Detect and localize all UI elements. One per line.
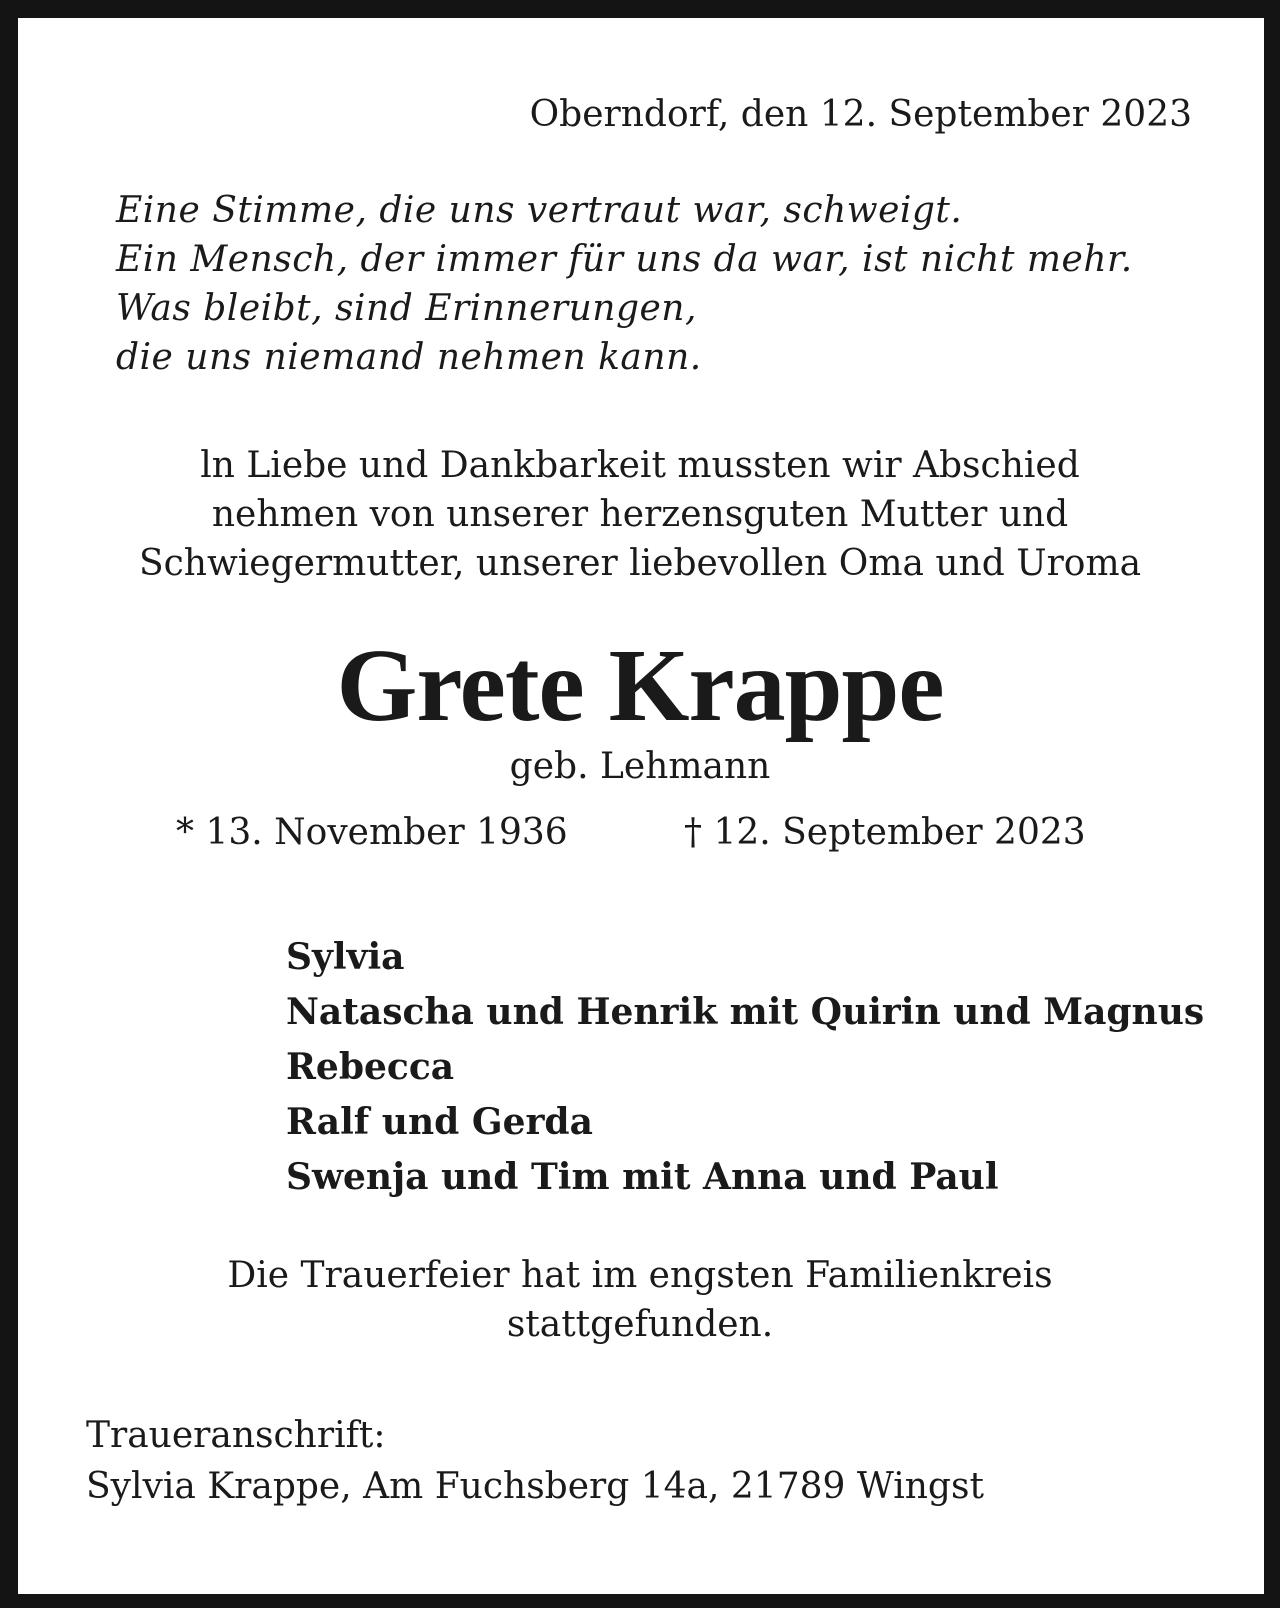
mourners-list bbox=[286, 930, 1204, 1205]
mourner: Sylvia bbox=[286, 936, 405, 978]
intro-text bbox=[0, 441, 1280, 588]
mourning-address bbox=[86, 1410, 984, 1512]
intro-line: ln Liebe und Dankbarkeit mussten wir Abschied bbox=[200, 445, 1080, 486]
birth-date: * 13. November 1936 bbox=[176, 812, 568, 853]
mourner: Swenja und Tim mit Anna und Paul bbox=[286, 1156, 999, 1198]
poem-line: Ein Mensch, der immer für uns da war, ist nicht mehr. bbox=[116, 239, 1133, 280]
mourner: Ralf und Gerda bbox=[286, 1101, 593, 1143]
mourner: Rebecca bbox=[286, 1046, 455, 1088]
poem-line: Was bleibt, sind Erinnerungen, bbox=[116, 288, 697, 329]
poem-line: Eine Stimme, die uns vertraut war, schweigt. bbox=[116, 190, 963, 231]
mourner: Natascha und Henrik mit Quirin und Magnus bbox=[286, 991, 1205, 1033]
ceremony-note bbox=[0, 1251, 1280, 1349]
deceased-name: Grete Krappe bbox=[336, 628, 944, 743]
address-label: Traueranschrift: bbox=[86, 1415, 386, 1456]
place-date: Oberndorf, den 12. September 2023 bbox=[529, 94, 1192, 135]
death-date: † 12. September 2023 bbox=[684, 812, 1086, 853]
birth-name: geb. Lehmann bbox=[509, 746, 771, 787]
intro-line: Schwiegermutter, unserer liebevollen Oma und Uroma bbox=[138, 543, 1142, 584]
ceremony-line: stattgefunden. bbox=[506, 1304, 774, 1345]
poem bbox=[116, 186, 1133, 382]
address-value: Sylvia Krappe, Am Fuchsberg 14a, 21789 Wingst bbox=[86, 1466, 984, 1507]
ceremony-line: Die Trauerfeier hat im engsten Familienkreis bbox=[227, 1255, 1053, 1296]
poem-line: die uns niemand nehmen kann. bbox=[116, 337, 702, 378]
intro-line: nehmen von unserer herzensguten Mutter und bbox=[211, 494, 1069, 535]
